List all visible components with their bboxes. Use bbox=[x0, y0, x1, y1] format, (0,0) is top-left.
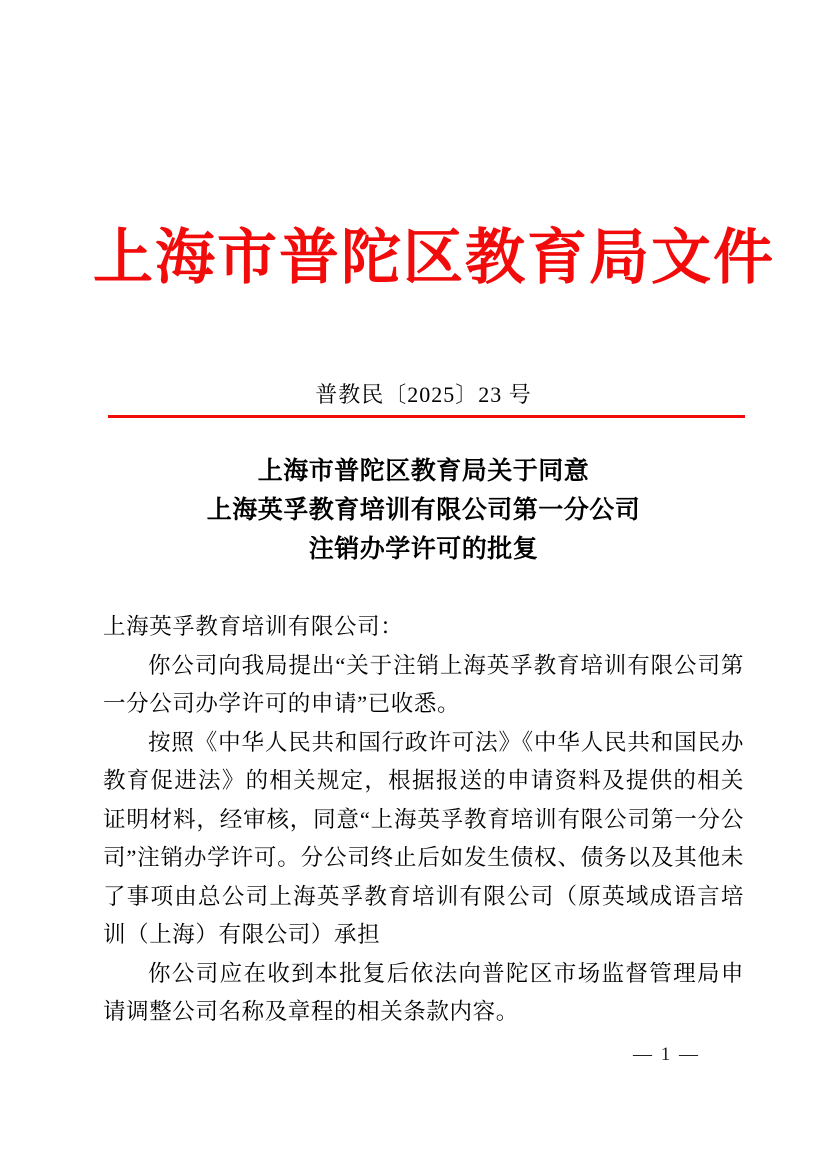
document-title bbox=[103, 452, 744, 569]
agency-header-red-title: 上海市普陀区教育局文件 bbox=[93, 225, 775, 291]
document-title-line-3: 注销办学许可的批复 bbox=[308, 536, 539, 563]
body-paragraph-1: 你公司向我局提出“关于注销上海英孚教育培训有限公司第一分公司办学许可的申请”已收悉。 bbox=[103, 652, 744, 716]
document-body bbox=[103, 608, 744, 1032]
red-separator-line bbox=[108, 415, 745, 418]
salutation-line: 上海英孚教育培训有限公司： bbox=[103, 614, 404, 639]
document-reference-number: 普教民〔2025〕23 号 bbox=[315, 382, 532, 407]
body-paragraph-3: 你公司应在收到本批复后依法向普陀区市场监督管理局申请调整公司名称及章程的相关条款内容。 bbox=[103, 960, 744, 1024]
page-number: — 1 — bbox=[633, 1044, 700, 1065]
document-title-line-1: 上海市普陀区教育局关于同意 bbox=[257, 458, 590, 485]
document-title-line-2: 上海英孚教育培训有限公司第一分公司 bbox=[206, 497, 641, 524]
body-paragraph-2: 按照《中华人民共和国行政许可法》《中华人民共和国民办教育促进法》的相关规定，根据报送的申请资料及提供的相关证明材料，经审核，同意“上海英孚教育培训有限公司第一分公司”注销办学许可。分公司终止后如发生债权、债务以及其他未了事项由总公司上海英孚教育培训有限公司（原英域成语言培训（上海）有限公司）承担 bbox=[103, 729, 744, 947]
